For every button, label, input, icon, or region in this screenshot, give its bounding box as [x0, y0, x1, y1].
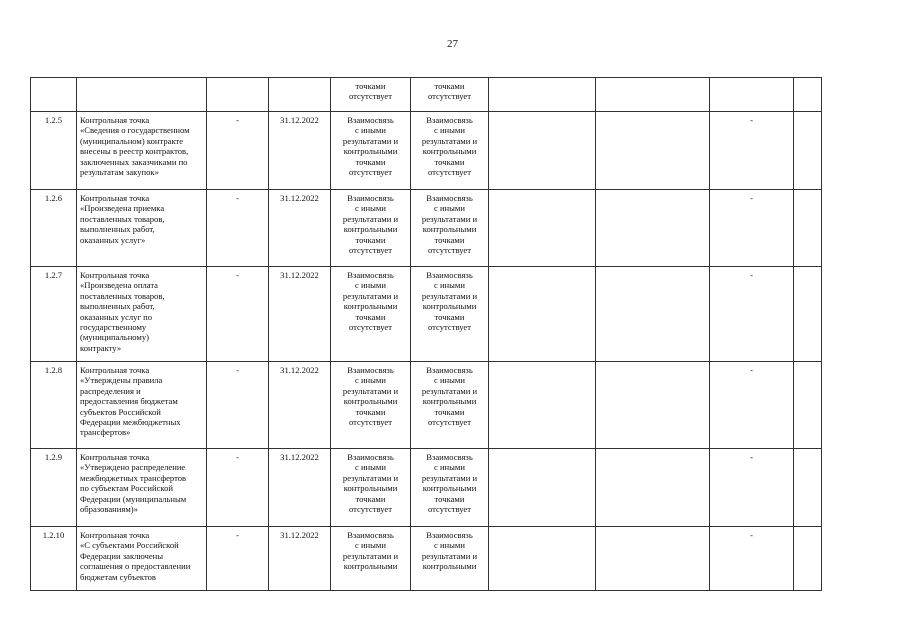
cell-empty [794, 112, 822, 190]
cell-line: отсутствует [428, 504, 471, 515]
cell-line: точками [355, 406, 386, 417]
cell-line: точками [355, 156, 386, 167]
cell-line: предоставления бюджетам [80, 396, 178, 407]
cell-line: контрольными [422, 561, 477, 572]
cell-line: отсутствует [428, 91, 471, 102]
cell-start: - [207, 112, 269, 190]
cell-col9: - [710, 362, 794, 449]
cell-line: результатами и [342, 213, 399, 224]
cell-line: Взаимосвязь [426, 193, 473, 203]
cell-empty [794, 267, 822, 362]
cell-line: Взаимосвязь [426, 270, 473, 280]
cell-line: бюджетам субъектов [80, 571, 156, 582]
cell-name [77, 449, 207, 527]
table-body [31, 78, 822, 591]
cell-line: «Произведена приемка [80, 203, 165, 214]
cell-link2 [411, 78, 489, 112]
cell-num: 1.2.6 [31, 190, 77, 267]
cell-line: результатами и [342, 135, 399, 146]
cell-empty [596, 267, 710, 362]
cell-line: контрольными [422, 301, 477, 312]
cell-line: Взаимосвязь [347, 365, 394, 375]
cell-empty [596, 190, 710, 267]
cell-line: результатами и [421, 135, 478, 146]
cell-num [31, 78, 77, 112]
cell-col9: - [710, 190, 794, 267]
cell-col9: - [710, 527, 794, 591]
cell-line: «С субъектами Российской [80, 540, 179, 551]
cell-line: контрольными [343, 561, 398, 572]
cell-link2 [411, 267, 489, 362]
cell-line: с иными [355, 375, 386, 386]
cell-line: с иными [355, 462, 386, 473]
cell-line: отсутствует [349, 167, 392, 178]
cell-line: результатами и [421, 213, 478, 224]
cell-line: Взаимосвязь [426, 530, 473, 540]
cell-line: Взаимосвязь [347, 193, 394, 203]
control-points-table [30, 77, 822, 591]
cell-line: Федерации (муниципальным [80, 493, 187, 504]
cell-line: выполненных работ, [80, 301, 155, 312]
cell-line: Контрольная точка [80, 115, 150, 125]
cell-empty [596, 449, 710, 527]
cell-link1 [331, 527, 411, 591]
cell-line: отсутствует [349, 245, 392, 256]
cell-line: точками [434, 81, 465, 91]
cell-name [77, 527, 207, 591]
cell-line: Взаимосвязь [347, 530, 394, 540]
cell-line: Контрольная точка [80, 270, 150, 280]
cell-line: контрольными [422, 396, 477, 407]
cell-empty [710, 78, 794, 112]
cell-line: распределения и [80, 385, 141, 396]
cell-empty [596, 78, 710, 112]
cell-name [77, 267, 207, 362]
cell-name [77, 362, 207, 449]
cell-line: результатами и [421, 385, 478, 396]
cell-line: оказанных услуг по [80, 311, 153, 322]
cell-line: контрольными [343, 146, 398, 157]
cell-line: поставленных товаров, [80, 290, 165, 301]
cell-line: точками [434, 156, 465, 167]
cell-start: - [207, 449, 269, 527]
cell-line: государственному [80, 322, 147, 333]
cell-line: «Утверждено распределение [80, 462, 186, 473]
cell-line: Взаимосвязь [426, 452, 473, 462]
cell-link2 [411, 527, 489, 591]
cell-line: контрольными [343, 396, 398, 407]
cell-line: точками [355, 81, 386, 91]
cell-line: «Утверждены правила [80, 375, 163, 386]
cell-line: результатами и [342, 550, 399, 561]
cell-line: (муниципальном) контракте [80, 135, 184, 146]
cell-line: оказанных услуг» [80, 234, 146, 245]
cell-num: 1.2.10 [31, 527, 77, 591]
cell-line: контрольными [343, 483, 398, 494]
cell-line: результатами и [342, 385, 399, 396]
cell-line: межбюджетных трансфертов [80, 472, 187, 483]
cell-name [77, 190, 207, 267]
cell-link1 [331, 112, 411, 190]
cell-empty [489, 190, 596, 267]
cell-line: с иными [355, 203, 386, 214]
cell-link1 [331, 267, 411, 362]
cell-line: трансфертов» [80, 427, 131, 438]
cell-line: результатами и [342, 472, 399, 483]
cell-line: отсутствует [349, 91, 392, 102]
cell-line: с иными [434, 540, 465, 551]
cell-line: Взаимосвязь [347, 270, 394, 280]
cell-col9: - [710, 112, 794, 190]
table-row [31, 362, 822, 449]
cell-line: с иными [355, 125, 386, 136]
cell-line: точками [355, 311, 386, 322]
cell-line: Контрольная точка [80, 452, 150, 462]
cell-line: Взаимосвязь [426, 115, 473, 125]
cell-line: Взаимосвязь [347, 452, 394, 462]
cell-name [77, 78, 207, 112]
cell-start: - [207, 267, 269, 362]
cell-line: точками [434, 234, 465, 245]
table-row-continuation [31, 78, 822, 112]
cell-link1 [331, 190, 411, 267]
cell-line: результатами и [342, 290, 399, 301]
cell-line: с иными [434, 125, 465, 136]
cell-line: с иными [355, 540, 386, 551]
table-row [31, 190, 822, 267]
cell-link2 [411, 112, 489, 190]
cell-link1 [331, 449, 411, 527]
cell-link1 [331, 78, 411, 112]
table-row [31, 449, 822, 527]
cell-empty [489, 362, 596, 449]
cell-line: образованиям)» [80, 504, 138, 515]
cell-empty [489, 267, 596, 362]
cell-empty [489, 78, 596, 112]
cell-line: отсутствует [349, 504, 392, 515]
cell-line: точками [434, 493, 465, 504]
cell-empty [596, 527, 710, 591]
cell-line: по субъектам Российской [80, 483, 174, 494]
cell-line: отсутствует [428, 417, 471, 428]
cell-line: «Сведения о государственном [80, 125, 190, 136]
cell-line: контрольными [422, 146, 477, 157]
page-number: 27 [447, 38, 458, 50]
cell-link2 [411, 449, 489, 527]
cell-line: субъектов Российской [80, 406, 161, 417]
table-row [31, 267, 822, 362]
cell-num: 1.2.5 [31, 112, 77, 190]
cell-line: отсутствует [428, 322, 471, 333]
cell-line: контрольными [422, 224, 477, 235]
cell-num: 1.2.9 [31, 449, 77, 527]
cell-line: результатами и [421, 550, 478, 561]
cell-line: точками [434, 406, 465, 417]
cell-line: соглашения о предоставлении [80, 561, 191, 572]
cell-name [77, 112, 207, 190]
cell-col9: - [710, 449, 794, 527]
cell-line: выполненных работ, [80, 224, 155, 235]
cell-end: 31.12.2022 [269, 362, 331, 449]
cell-link1 [331, 362, 411, 449]
cell-start [207, 78, 269, 112]
cell-line: результатами и [421, 472, 478, 483]
cell-line: отсутствует [349, 322, 392, 333]
table-row [31, 527, 822, 591]
cell-line: контрольными [343, 224, 398, 235]
cell-line: с иными [434, 280, 465, 291]
cell-line: (муниципальному) [80, 332, 150, 343]
cell-empty [489, 449, 596, 527]
cell-start: - [207, 362, 269, 449]
cell-line: точками [355, 493, 386, 504]
cell-line: контрольными [422, 483, 477, 494]
cell-line: с иными [355, 280, 386, 291]
cell-num: 1.2.8 [31, 362, 77, 449]
cell-line: отсутствует [428, 245, 471, 256]
cell-line: точками [355, 234, 386, 245]
cell-end: 31.12.2022 [269, 527, 331, 591]
cell-end: 31.12.2022 [269, 449, 331, 527]
cell-empty [794, 78, 822, 112]
cell-line: поставленных товаров, [80, 213, 165, 224]
cell-line: заключенных заказчиками по [80, 156, 188, 167]
cell-line: Взаимосвязь [347, 115, 394, 125]
cell-empty [596, 362, 710, 449]
cell-line: с иными [434, 375, 465, 386]
cell-line: контракту» [80, 342, 122, 353]
cell-end: 31.12.2022 [269, 267, 331, 362]
cell-line: Федерации заключены [80, 550, 164, 561]
cell-line: контрольными [343, 301, 398, 312]
cell-line: отсутствует [428, 167, 471, 178]
cell-line: «Произведена оплата [80, 280, 158, 291]
cell-empty [489, 112, 596, 190]
cell-line: результатам закупок» [80, 167, 159, 178]
cell-line: с иными [434, 203, 465, 214]
cell-empty [794, 190, 822, 267]
cell-line: с иными [434, 462, 465, 473]
cell-end: 31.12.2022 [269, 112, 331, 190]
cell-empty [794, 362, 822, 449]
cell-line: Контрольная точка [80, 193, 150, 203]
cell-end [269, 78, 331, 112]
cell-line: отсутствует [349, 417, 392, 428]
cell-start: - [207, 527, 269, 591]
cell-empty [489, 527, 596, 591]
cell-empty [596, 112, 710, 190]
cell-line: Контрольная точка [80, 365, 150, 375]
cell-link2 [411, 190, 489, 267]
cell-line: Взаимосвязь [426, 365, 473, 375]
cell-end: 31.12.2022 [269, 190, 331, 267]
cell-line: Контрольная точка [80, 530, 150, 540]
cell-link2 [411, 362, 489, 449]
cell-empty [794, 449, 822, 527]
cell-line: результатами и [421, 290, 478, 301]
cell-line: Федерации межбюджетных [80, 417, 181, 428]
cell-start: - [207, 190, 269, 267]
cell-line: точками [434, 311, 465, 322]
table-row [31, 112, 822, 190]
cell-col9: - [710, 267, 794, 362]
cell-line: внесены в реестр контрактов, [80, 146, 189, 157]
cell-num: 1.2.7 [31, 267, 77, 362]
cell-empty [794, 527, 822, 591]
